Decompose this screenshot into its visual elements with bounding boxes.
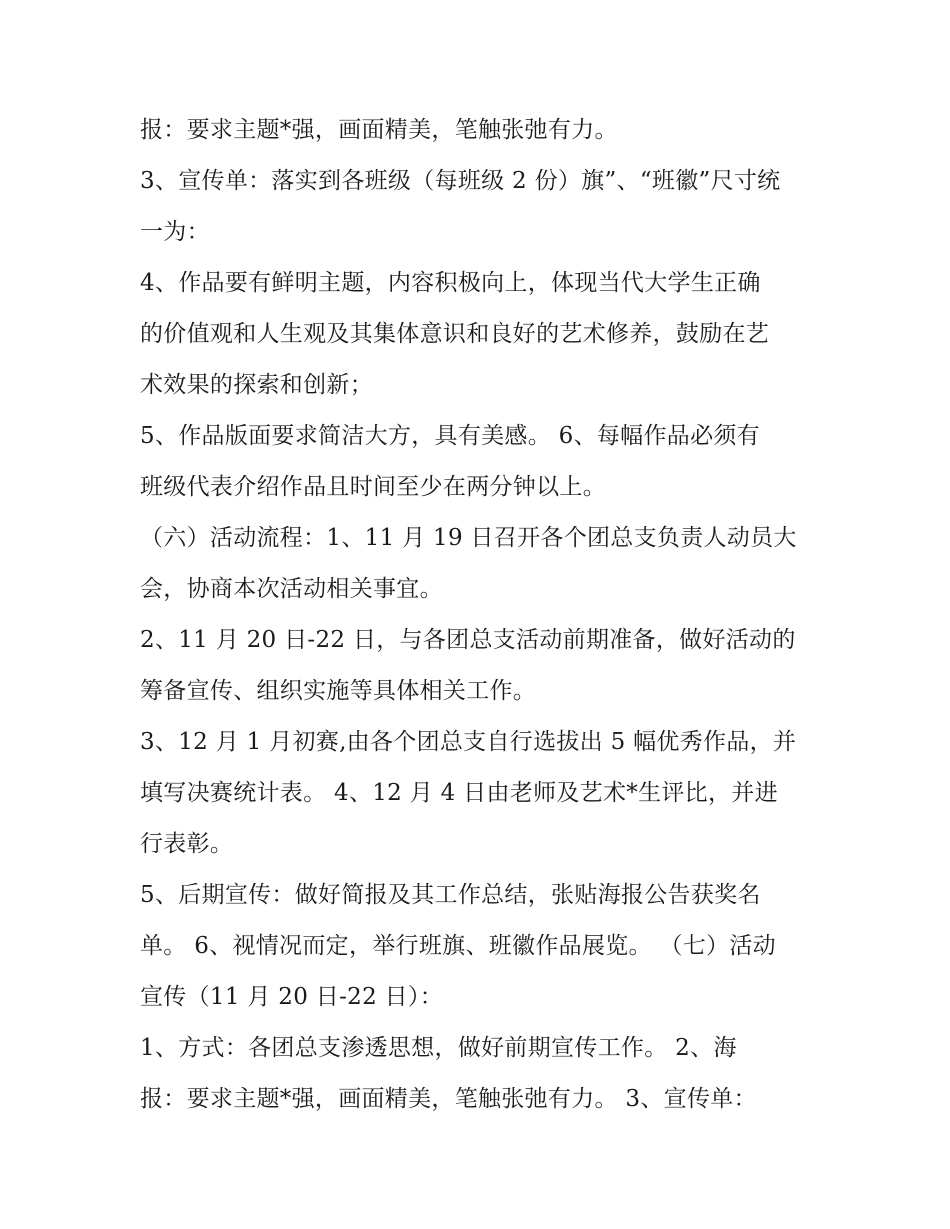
text-line: 5、后期宣传：做好简报及其工作总结，张贴海报公告获奖名 (140, 882, 761, 908)
text-line: 宣传（11 月 20 日-22 日）： (140, 984, 444, 1010)
text-line: 4、作品要有鲜明主题，内容积极向上，体现当代大学生正确 (140, 270, 761, 296)
text-line: 的价值观和人生观及其集体意识和良好的艺术修养，鼓励在艺 (140, 321, 770, 347)
text-line: 5、作品版面要求简洁大方，具有美感。 6、每幅作品必须有 (140, 423, 760, 449)
text-line: 3、12 月 1 月初赛,由各个团总支自行选拔出 5 幅优秀作品，并 (140, 729, 797, 755)
text-line: 报：要求主题*强，画面精美，笔触张弛有力。 (140, 117, 618, 143)
text-line: 行表彰。 (140, 831, 234, 857)
text-line: （六）活动流程：1、11 月 19 日召开各个团总支负责人动员大 (140, 525, 797, 551)
text-line: 术效果的探索和创新； (140, 372, 373, 398)
text-line: 1、方式：各团总支渗透思想，做好前期宣传工作。 2、海 (140, 1035, 737, 1061)
text-line: 报：要求主题*强，画面精美，笔触张弛有力。 3、宣传单： (140, 1086, 757, 1112)
text-line: 筹备宣传、组织实施等具体相关工作。 (140, 678, 537, 704)
text-line: 一为： (140, 219, 210, 245)
text-line: 填写决赛统计表。 4、12 月 4 日由老师及艺术*生评比，并进 (140, 780, 778, 806)
text-line: 会，协商本次活动相关事宜。 (140, 576, 443, 602)
text-line: 2、11 月 20 日-22 日，与各团总支活动前期准备，做好活动的 (140, 627, 796, 653)
text-line: 3、宣传单：落实到各班级（每班级 2 份）旗”、“班徽”尺寸统 (140, 168, 781, 194)
text-line: 班级代表介绍作品且时间至少在两分钟以上。 (140, 474, 606, 500)
text-line: 单。 6、视情况而定，举行班旗、班徽作品展览。 （七）活动 (140, 933, 776, 959)
